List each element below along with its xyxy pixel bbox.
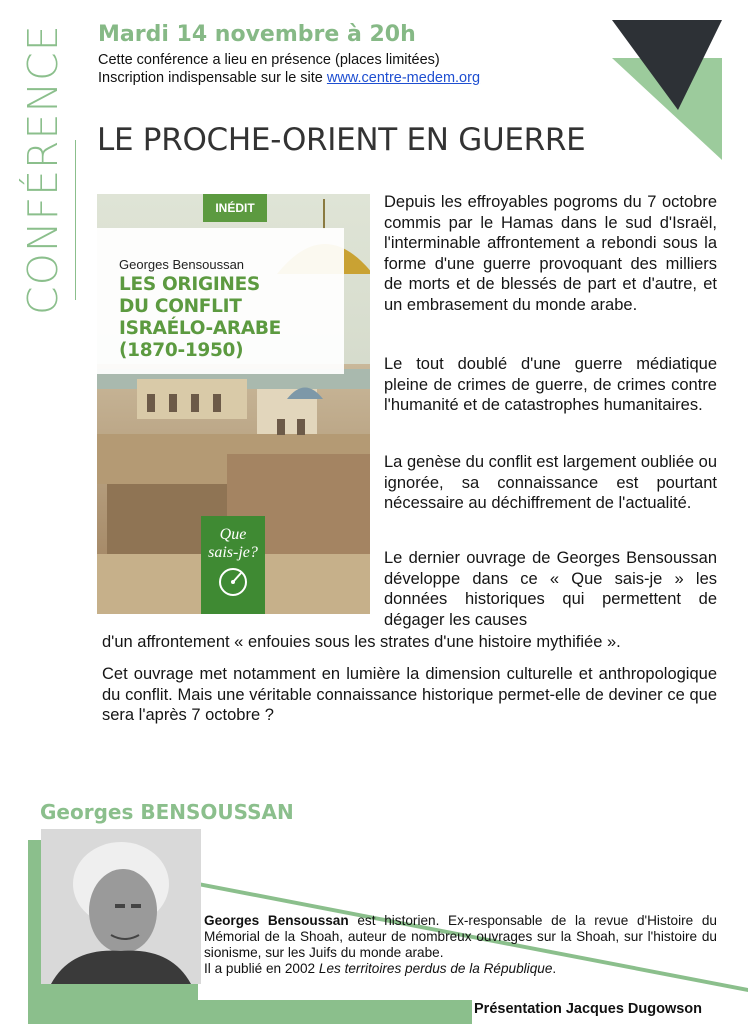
speaker-photo [41,829,201,984]
paragraph-book-end: d'un affrontement « enfouies sous les strates d'une histoire mythifiée ». [102,633,621,651]
book-cover [97,194,370,614]
side-label-conference: CONFÉRENCE [19,24,67,315]
presenter-credit: Présentation Jacques Dugowson [474,1001,703,1017]
side-divider [75,140,76,300]
book-title-line: ISRAÉLO-ARABE [119,318,282,339]
bio-description: est historien. Ex-responsable de la revue d'Histoire du Mémorial de la Shoah, auteur de nombreux ouvrages sur la Shoah, sur l'histoire du sionisme, sur les Juifs du monde arabe. [204,913,717,960]
book-title [119,274,281,362]
registration-text: Inscription indispensable sur le site [98,70,327,86]
paragraph-genesis: La genèse du conflit est largement oubliée ou ignorée, sa connaissance est pourtant nécessaire au déchiffrement de l'actualité. [384,453,717,512]
bio-name: Georges Bensoussan [204,913,349,928]
bio-publication-prefix: Il a publié en 2002 [204,961,319,976]
attendance-note: Cette conférence a lieu en présence (places limitées) [98,52,440,68]
paragraph-conclusion: Cet ouvrage met notamment en lumière la dimension culturelle et anthropologique du conflit. Mais une véritable connaissance historique permet-elle de deviner ce que sera l'après 7 octobre ? [102,665,717,724]
book-title-line: (1870-1950) [119,340,244,361]
book-author: Georges Bensoussan [119,257,245,272]
corner-triangles-decoration [612,18,722,163]
series-gauge-icon [201,562,265,602]
bio-book-title: Les territoires perdus de la République [318,961,553,976]
book-badge: INÉDIT [203,194,267,222]
paragraph-book: Le dernier ouvrage de Georges Bensoussan développe dans ce « Que sais-je » les données historiques qui permettent de dégager les causes [384,549,717,629]
paragraph-media-war: Le tout doublé d'une guerre médiatique pleine de crimes de guerre, de crimes contre l'humanité et de catastrophes humanitaires. [384,355,717,414]
bio-period: . [552,961,557,976]
book-title-line: DU CONFLIT [119,296,242,317]
speaker-heading: Georges BENSOUSSAN [40,800,294,824]
paragraph-intro: Depuis les effroyables pogroms du 7 octobre commis par le Hamas dans le sud d'Israël, l'interminable affrontement a rebondi sous la forme d'une guerre provoquant des milliers de morts et de blessés de part et d'autre, et un embrasement du monde arabe. [384,193,717,314]
series-name-line1: Que [219,526,247,543]
book-title-line: LES ORIGINES [119,274,260,295]
series-logo [201,516,265,614]
registration-link[interactable]: www.centre-medem.org [326,70,481,86]
registration-note [98,70,480,86]
bio-line-1 [204,913,717,961]
series-name-line2: sais-je? [208,544,258,561]
page-title: LE PROCHE-ORIENT EN GUERRE [97,122,586,158]
bio-line-2 [204,961,717,977]
event-date: Mardi 14 novembre à 20h [98,22,416,47]
speaker-portrait-image [41,829,201,984]
speaker-bio [204,913,717,977]
